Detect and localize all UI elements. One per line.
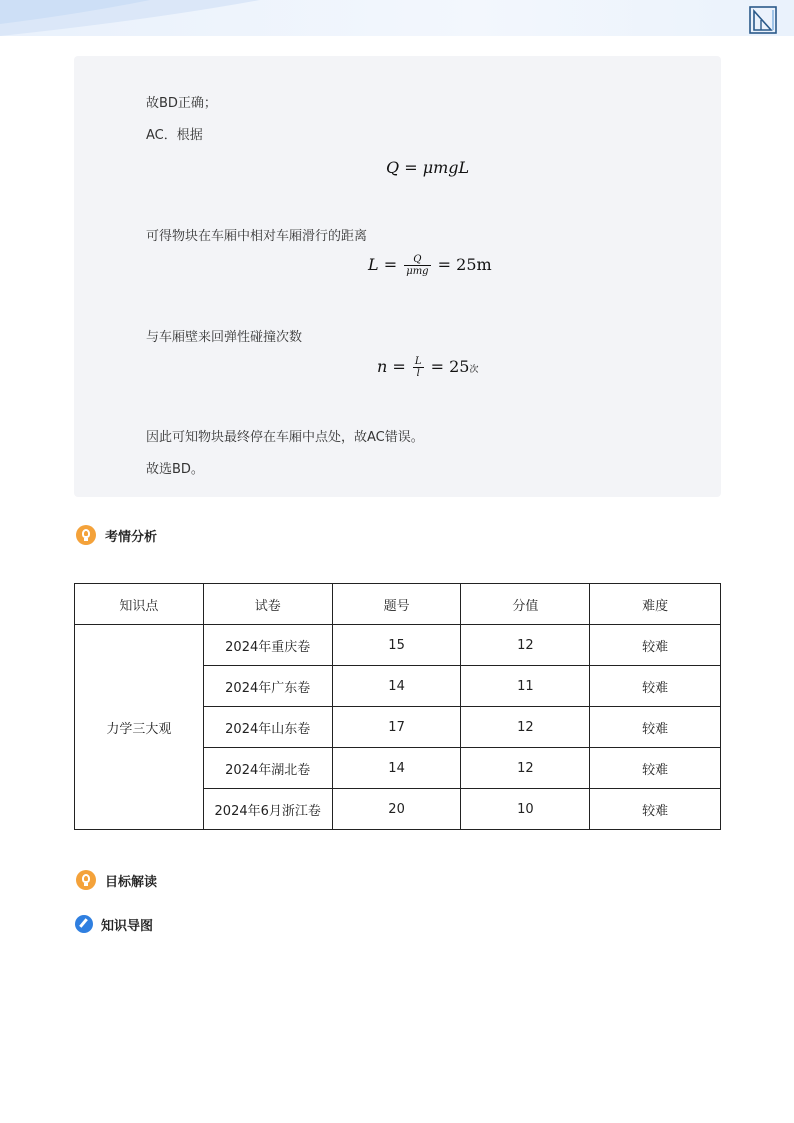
formula-collisions: n = $\frac{L}{l}$ = 25次 bbox=[377, 356, 479, 379]
table-header-cell: 题号 bbox=[332, 584, 461, 625]
formula-collisions-numerator: L bbox=[414, 356, 422, 367]
table-header-cell: 难度 bbox=[590, 584, 721, 625]
table-cell-difficulty: 较难 bbox=[590, 707, 721, 748]
table-cell-difficulty: 较难 bbox=[590, 666, 721, 707]
table-topic-cell: 力学三大观 bbox=[75, 625, 204, 830]
exam-analysis-table bbox=[74, 583, 721, 830]
table-header-cell: 试卷 bbox=[203, 584, 332, 625]
section-analysis-title: 考情分析 bbox=[105, 529, 158, 545]
table-cell-number: 20 bbox=[332, 789, 461, 830]
ruler-triangle-logo-icon bbox=[749, 6, 777, 34]
table-cell-number: 15 bbox=[332, 625, 461, 666]
table-cell-score: 12 bbox=[461, 707, 590, 748]
table-header-cell: 知识点 bbox=[75, 584, 204, 625]
table-header-row bbox=[75, 584, 721, 625]
formula-collisions-unit: 次 bbox=[469, 365, 479, 375]
formula-distance-numerator: Q bbox=[404, 254, 430, 266]
formula-distance-lhs: L bbox=[368, 255, 379, 274]
formula-distance: L = $\frac{Q}{\text{μmg}}$ = 25m bbox=[368, 254, 492, 277]
formula-heat-text: Q = μmgL bbox=[386, 158, 470, 177]
solution-line-1: 故BD正确； bbox=[146, 96, 217, 111]
formula-collisions-result: 25 bbox=[449, 357, 470, 376]
table-cell-paper: 2024年重庆卷 bbox=[203, 625, 332, 666]
section-objectives-title: 目标解读 bbox=[105, 874, 158, 890]
table-cell-paper: 2024年山东卷 bbox=[203, 707, 332, 748]
formula-collisions-denominator: l bbox=[416, 368, 420, 379]
formula-distance-denominator: μmg bbox=[406, 266, 429, 277]
table-cell-score: 11 bbox=[461, 666, 590, 707]
solution-line-5: 因此可知物块最终停在车厢中点处，故AC错误。 bbox=[146, 430, 424, 445]
page-header-band bbox=[0, 0, 794, 36]
formula-heat bbox=[386, 158, 469, 177]
solution-line-6: 故选BD。 bbox=[146, 462, 204, 477]
section-mindmap bbox=[75, 913, 153, 935]
section-objectives bbox=[76, 869, 157, 891]
table-cell-score: 12 bbox=[461, 748, 590, 789]
solution-line-3: 可得物块在车厢中相对车厢滑行的距离 bbox=[146, 229, 368, 244]
table-cell-difficulty: 较难 bbox=[590, 789, 721, 830]
table-cell-number: 14 bbox=[332, 748, 461, 789]
table-cell-difficulty: 较难 bbox=[590, 748, 721, 789]
table-cell-difficulty: 较难 bbox=[590, 625, 721, 666]
table-cell-paper: 2024年广东卷 bbox=[203, 666, 332, 707]
formula-distance-fraction bbox=[404, 254, 430, 277]
formula-distance-result: 25m bbox=[456, 255, 492, 274]
formula-collisions-fraction bbox=[413, 356, 424, 379]
formula-collisions-lhs: n bbox=[377, 357, 388, 376]
lightbulb-icon bbox=[76, 525, 96, 545]
table-row bbox=[75, 625, 721, 666]
table-cell-paper: 2024年湖北卷 bbox=[203, 748, 332, 789]
pen-icon bbox=[75, 915, 93, 933]
solution-line-4: 与车厢壁来回弹性碰撞次数 bbox=[146, 330, 303, 345]
table-cell-score: 10 bbox=[461, 789, 590, 830]
solution-line-2: AC．根据 bbox=[146, 128, 203, 143]
section-analysis bbox=[76, 524, 157, 546]
header-wave-decoration bbox=[0, 0, 260, 36]
table-cell-paper: 2024年6月浙江卷 bbox=[203, 789, 332, 830]
table-cell-score: 12 bbox=[461, 625, 590, 666]
table-header-cell: 分值 bbox=[461, 584, 590, 625]
lightbulb-icon bbox=[76, 870, 96, 890]
table-cell-number: 14 bbox=[332, 666, 461, 707]
table-cell-number: 17 bbox=[332, 707, 461, 748]
section-mindmap-title: 知识导图 bbox=[101, 918, 154, 934]
